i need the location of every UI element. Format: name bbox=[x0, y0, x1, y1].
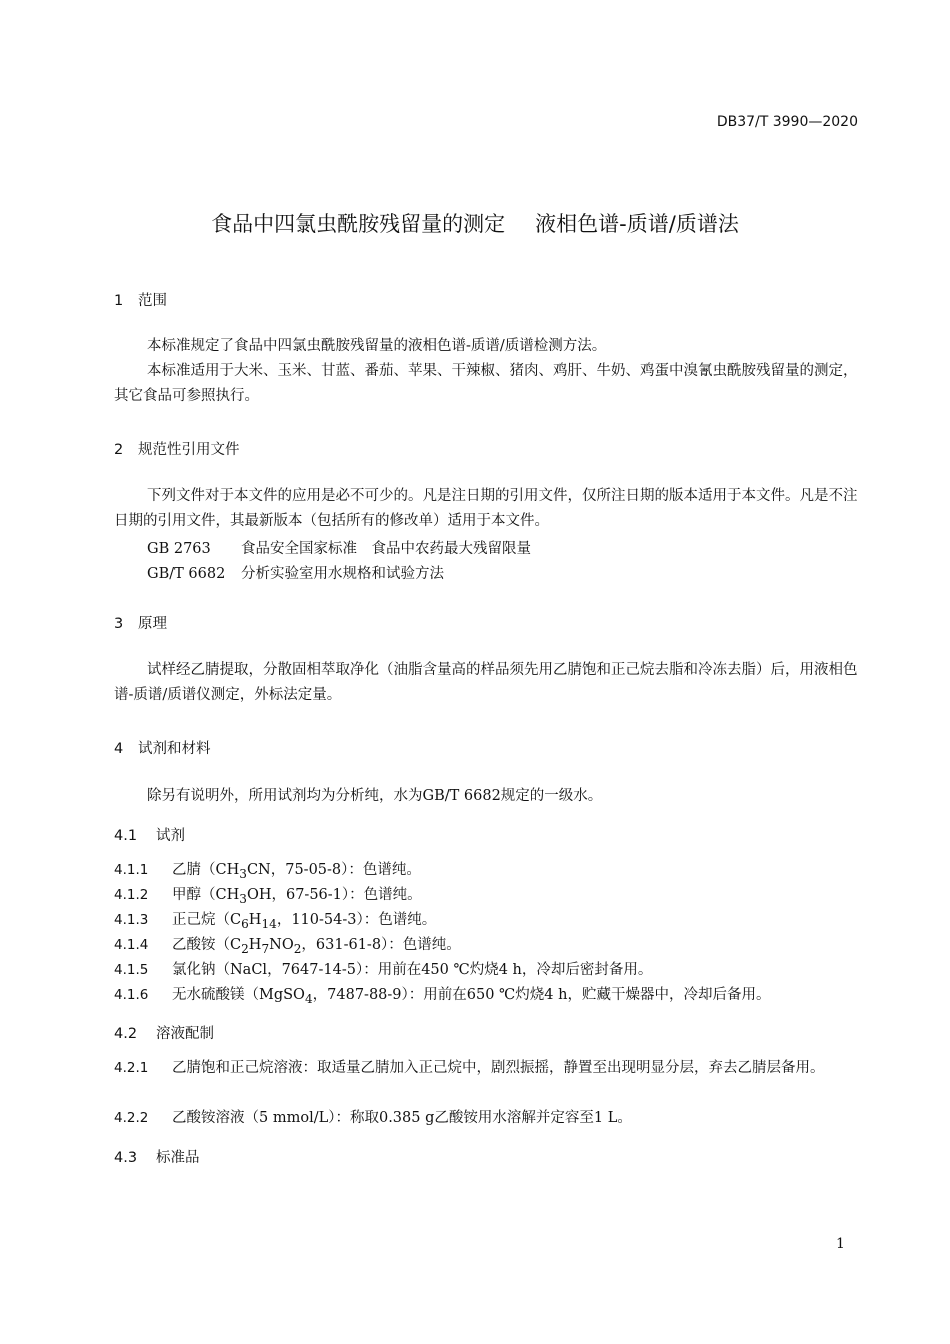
subscript: 3 bbox=[239, 866, 247, 881]
subscript: 2 bbox=[241, 941, 249, 956]
title-method: 液相色谱-质谱/质谱法 bbox=[535, 212, 739, 236]
paragraph: 本标准适用于大米、玉米、甘蓝、番茄、苹果、干辣椒、猪肉、鸡肝、牛奶、鸡蛋中溴氰虫酰胺残留量的测定，其它食品可参照执行。 bbox=[114, 363, 858, 404]
item-number: 4.1.5 bbox=[114, 962, 149, 978]
section-heading-1 bbox=[114, 289, 167, 310]
item-text: 无水硫酸镁（MgSO bbox=[172, 987, 305, 1003]
subscript: 6 bbox=[241, 916, 249, 931]
subsection-heading-4-3 bbox=[114, 1146, 200, 1167]
subsection-number: 4.1 bbox=[114, 828, 138, 844]
subsection-heading-4-2 bbox=[114, 1022, 214, 1043]
title-main: 食品中四氯虫酰胺残留量的测定 bbox=[211, 212, 506, 236]
section-heading-4 bbox=[114, 737, 211, 758]
normative-reference bbox=[147, 562, 444, 583]
item-number: 4.1.2 bbox=[114, 887, 149, 903]
section-heading-3 bbox=[114, 612, 167, 633]
subsection-title: 标准品 bbox=[156, 1150, 200, 1166]
paragraph: 本标准规定了食品中四氯虫酰胺残留量的液相色谱-质谱/质谱检测方法。 bbox=[147, 338, 607, 354]
item-text: 乙腈饱和正己烷溶液：取适量乙腈加入正己烷中，剧烈振摇，静置至出现明显分层，弃去乙腈层备用。 bbox=[172, 1060, 825, 1076]
reagent-item bbox=[114, 958, 859, 983]
item-text: CN，75-05-8）：色谱纯。 bbox=[246, 862, 421, 878]
item-text: H bbox=[248, 912, 262, 928]
reference-title: 分析实验室用水规格和试验方法 bbox=[241, 566, 444, 582]
reference-title: 食品安全国家标准 食品中农药最大残留限量 bbox=[241, 541, 531, 557]
item-number: 4.1.1 bbox=[114, 862, 149, 878]
section-title: 试剂和材料 bbox=[138, 741, 211, 757]
item-text: H bbox=[248, 937, 262, 953]
item-text: ，110-54-3）：色谱纯。 bbox=[276, 912, 437, 928]
subsection-title: 溶液配制 bbox=[156, 1026, 214, 1042]
item-number: 4.1.6 bbox=[114, 987, 149, 1003]
item-number: 4.2.1 bbox=[114, 1060, 149, 1076]
item-text: 氯化钠（NaCl，7647-14-5）：用前在450 ℃灼烧4 h，冷却后密封备用。 bbox=[172, 962, 653, 978]
section-number: 3 bbox=[114, 616, 124, 632]
subscript: 7 bbox=[261, 941, 270, 956]
reference-code: GB 2763 bbox=[147, 541, 211, 557]
section-title: 范围 bbox=[138, 293, 167, 309]
subsection-title: 试剂 bbox=[156, 828, 185, 844]
item-number: 4.1.3 bbox=[114, 912, 149, 928]
item-text: NO bbox=[269, 937, 294, 953]
paragraph: 试样经乙腈提取，分散固相萃取净化（油脂含量高的样品须先用乙腈饱和正己烷去脂和冷冻去脂）后，用液相色谱-质谱/质谱仪测定，外标法定量。 bbox=[114, 662, 858, 703]
subscript: 2 bbox=[293, 941, 302, 956]
section-title: 原理 bbox=[138, 616, 167, 632]
subscript: 3 bbox=[239, 891, 247, 906]
section-title: 规范性引用文件 bbox=[138, 442, 240, 458]
reagent-item bbox=[114, 983, 859, 1012]
document-number: DB37/T 3990—2020 bbox=[716, 114, 858, 130]
paragraph: 除另有说明外，所用试剂均为分析纯，水为GB/T 6682规定的一级水。 bbox=[147, 788, 603, 804]
reference-code: GB/T 6682 bbox=[147, 566, 226, 582]
item-text: 甲醇（CH bbox=[172, 887, 240, 903]
paragraph: 下列文件对于本文件的应用是必不可少的。凡是注日期的引用文件，仅所注日期的版本适用于本文件。凡是不注日期的引用文件，其最新版本（包括所有的修改单）适用于本文件。 bbox=[114, 488, 858, 529]
normative-reference bbox=[147, 537, 531, 558]
item-text: 正己烷（C bbox=[172, 912, 242, 928]
item-text: 乙腈（CH bbox=[172, 862, 240, 878]
item-number: 4.1.4 bbox=[114, 937, 149, 953]
subscript: 14 bbox=[261, 916, 277, 931]
subsection-number: 4.3 bbox=[114, 1150, 138, 1166]
subscript: 4 bbox=[304, 991, 313, 1006]
section-number: 1 bbox=[114, 293, 124, 309]
solution-item bbox=[114, 1056, 859, 1081]
section-number: 4 bbox=[114, 741, 124, 757]
subsection-heading-4-1 bbox=[114, 824, 185, 845]
subsection-number: 4.2 bbox=[114, 1026, 138, 1042]
item-text: 乙酸铵溶液（5 mmol/L）：称取0.385 g乙酸铵用水溶解并定容至1 L。 bbox=[172, 1110, 632, 1126]
item-text: ，7487-88-9）：用前在650 ℃灼烧4 h，贮藏干燥器中，冷却后备用。 bbox=[312, 987, 771, 1003]
solution-item bbox=[114, 1106, 859, 1131]
page-number: 1 bbox=[836, 1236, 845, 1252]
section-number: 2 bbox=[114, 442, 124, 458]
item-text: 乙酸铵（C bbox=[172, 937, 242, 953]
item-number: 4.2.2 bbox=[114, 1110, 149, 1126]
item-text: ，631-61-8）：色谱纯。 bbox=[301, 937, 461, 953]
document-title bbox=[0, 208, 950, 238]
section-heading-2 bbox=[114, 438, 240, 459]
item-text: OH，67-56-1）：色谱纯。 bbox=[246, 887, 422, 903]
